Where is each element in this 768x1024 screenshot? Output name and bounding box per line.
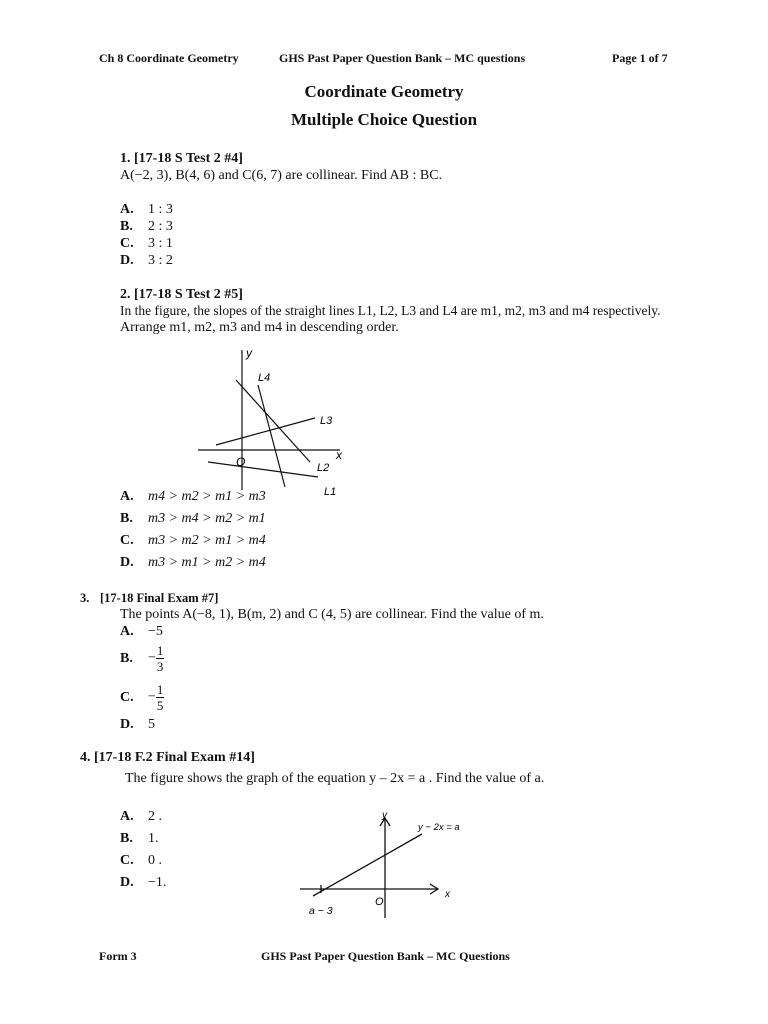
q2-origin-label: O: [236, 455, 246, 469]
q2-option-b: B. m3 > m4 > m2 > m1: [120, 511, 266, 526]
q4-option-d: D. −1.: [120, 875, 167, 890]
q3-label: [17-18 Final Exam #7]: [100, 591, 219, 605]
q3-option-d: D. 5: [120, 717, 155, 732]
q4-option-b: B. 1.: [120, 831, 159, 846]
q2-x-label: x: [336, 448, 342, 462]
q1-option-b: B. 2 : 3: [120, 219, 173, 234]
q2-option-a: A. m4 > m2 > m1 > m3: [120, 489, 266, 504]
q4-text: The figure shows the graph of the equation y – 2x = a . Find the value of a.: [125, 771, 545, 786]
q2-text-line2: Arrange m1, m2, m3 and m4 in descending order.: [120, 320, 399, 335]
q1-label: 1. [17-18 S Test 2 #4]: [120, 151, 243, 166]
q2-option-c: C. m3 > m2 > m1 > m4: [120, 533, 266, 548]
q2-l2-label: L2: [317, 462, 330, 474]
q4-equation-label: y − 2x = a: [418, 822, 460, 833]
q2-y-label: y: [246, 346, 252, 360]
q1-text: A(−2, 3), B(4, 6) and C(6, 7) are collinear. Find AB : BC.: [120, 168, 443, 183]
page-subtitle: Multiple Choice Question: [290, 110, 478, 129]
q2-line-l4: [258, 385, 285, 487]
q4-label: 4. [17-18 F.2 Final Exam #14]: [80, 750, 255, 765]
q2-l4-label: L4: [258, 372, 271, 384]
footer-center: GHS Past Paper Question Bank – MC Questions: [261, 949, 510, 963]
q2-text-line1: In the figure, the slopes of the straight lines L1, L2, L3 and L4 are m1, m2, m3 and m4 respectively.: [120, 303, 661, 318]
q1-option-a: A. 1 : 3: [120, 202, 173, 217]
footer-left: Form 3: [99, 949, 137, 963]
q4-option-a: A. 2 .: [120, 809, 162, 824]
q3-number: 3.: [80, 591, 90, 605]
q4-x-label: x: [445, 889, 450, 900]
q2-line-l3: [216, 418, 315, 445]
header-right: Page 1 of 7: [612, 51, 668, 65]
q2-label: 2. [17-18 S Test 2 #5]: [120, 287, 243, 302]
q4-figure: [295, 808, 475, 923]
q4-option-c: C. 0 .: [120, 853, 162, 868]
q4-intercept-label: a − 3: [309, 905, 333, 917]
q2-figure: [190, 345, 360, 500]
q3-option-a: A. −5: [120, 624, 163, 639]
q2-l3-label: L3: [320, 415, 333, 427]
q4-y-label: y: [382, 810, 387, 821]
header-left: Ch 8 Coordinate Geometry: [99, 51, 239, 65]
q3-text: The points A(−8, 1), B(m, 2) and C (4, 5) are collinear. Find the value of m.: [120, 607, 544, 622]
page-title: Coordinate Geometry: [304, 82, 464, 101]
q1-option-d: D. 3 : 2: [120, 253, 173, 268]
q1-option-c: C. 3 : 1: [120, 236, 173, 251]
q4-origin-label: O: [375, 896, 384, 908]
q4-graph-line: [313, 834, 422, 896]
q2-l1-label: L1: [324, 486, 337, 498]
q2-option-d: D. m3 > m1 > m2 > m4: [120, 555, 266, 570]
q2-line-l1: [208, 462, 318, 477]
header-center: GHS Past Paper Question Bank – MC questions: [279, 51, 526, 65]
q3-option-b: B. − $\frac{1}{3}$: [120, 643, 164, 674]
q3-option-c: C. − $\frac{1}{5}$: [120, 682, 164, 713]
